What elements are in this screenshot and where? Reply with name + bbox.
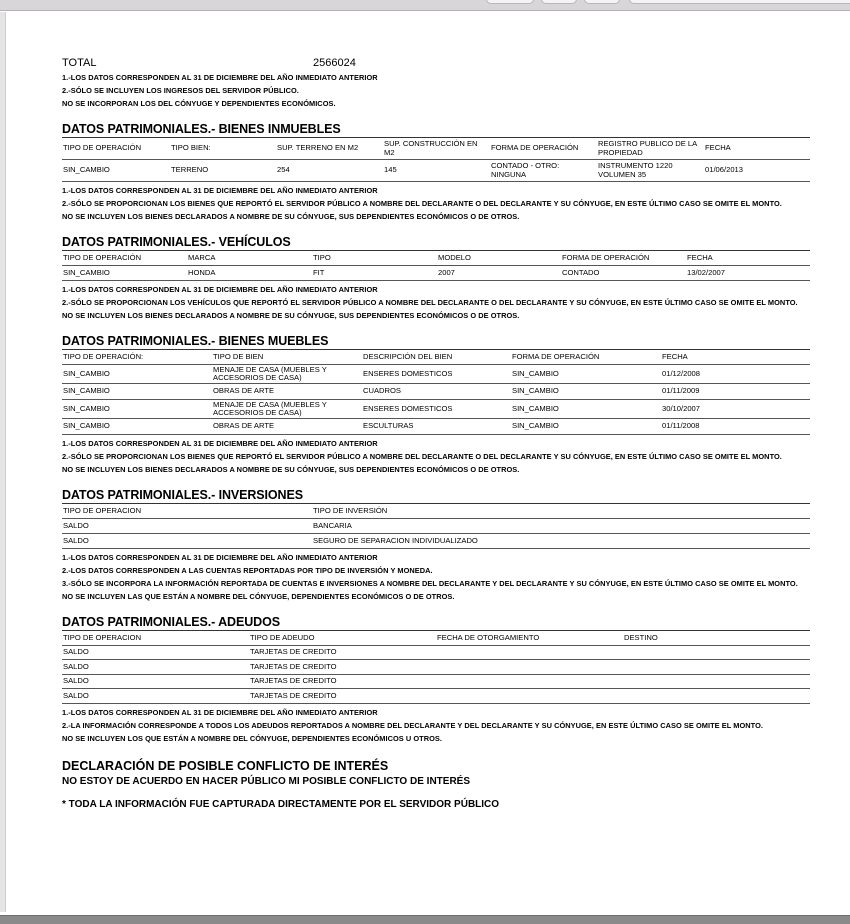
cell: SALDO [63, 661, 89, 671]
cell: SIN_CAMBIO [63, 368, 110, 378]
cell: INSTRUMENTO 1220 VOLUMEN 35 [598, 161, 673, 179]
table-header-row [62, 251, 810, 266]
table-row [62, 419, 810, 435]
column-header: FECHA [687, 252, 713, 262]
column-header: TIPO [313, 252, 331, 262]
column-header: REGISTRO PUBLICO DE LA PROPIEDAD [598, 139, 697, 157]
note: 2.-SÓLO SE INCLUYEN LOS INGRESOS DEL SERVIDOR PÚBLICO. [62, 86, 299, 95]
column-header: FECHA [705, 143, 731, 153]
column-header: MODELO [438, 252, 471, 262]
cell [436, 689, 623, 704]
table-row [62, 674, 810, 689]
cell [623, 660, 810, 675]
note: NO SE INCLUYEN LOS BIENES DECLARADOS A NOMBRE DE SU CÓNYUGE, SUS DEPENDIENTES ECONÓMICOS O DE OTROS. [62, 311, 520, 320]
note: 1.-LOS DATOS CORRESPONDEN AL 31 DE DICIEMBRE DEL AÑO INMEDIATO ANTERIOR [62, 707, 378, 717]
table-header-row [62, 504, 810, 519]
toolbar-button[interactable] [541, 0, 577, 4]
section-title-muebles: DATOS PATRIMONIALES.- BIENES MUEBLES [62, 334, 329, 348]
cell: SIN_CAMBIO [63, 386, 110, 396]
cell: TARJETAS DE CREDITO [250, 661, 337, 671]
cell: SIN_CAMBIO [63, 421, 110, 431]
note: NO SE INCLUYEN LAS QUE ESTÁN A NOMBRE DEL CÓNYUGE, DEPENDIENTES ECONÓMICOS O DE OTROS. [62, 592, 455, 601]
cell [436, 660, 623, 675]
note: NO SE INCORPORAN LOS DEL CÓNYUGE Y DEPENDIENTES ECONÓMICOS. [62, 99, 336, 108]
cell [436, 674, 623, 689]
cell [623, 674, 810, 689]
cell: SALDO [63, 676, 89, 685]
cell: MENAJE DE CASA (MUEBLES Y ACCESORIOS DE CASA) [213, 364, 327, 382]
column-header: DESTINO [624, 632, 658, 642]
cell: BANCARIA [313, 520, 352, 530]
note: 1.-LOS DATOS CORRESPONDEN AL 31 DE DICIEMBRE DEL AÑO INMEDIATO ANTERIOR [62, 439, 378, 448]
column-header: TIPO DE INVERSIÓN [313, 505, 388, 515]
cell: TERRENO [171, 165, 209, 175]
cell: OBRAS DE ARTE [213, 421, 275, 431]
table-row [62, 266, 810, 281]
column-header: FORMA DE OPERACIÓN [562, 252, 650, 262]
cell: TARJETAS DE CREDITO [250, 647, 337, 656]
cell: SIN_CAMBIO [512, 386, 559, 396]
column-header: TIPO DE OPERACION [63, 505, 142, 515]
cell: SALDO [63, 647, 89, 656]
table-vehiculos [62, 250, 810, 281]
cell: FIT [313, 267, 325, 277]
table-row [62, 384, 810, 400]
document-page [62, 57, 810, 810]
note: 1.-LOS DATOS CORRESPONDEN AL 31 DE DICIEMBRE DEL AÑO INMEDIATO ANTERIOR [62, 553, 378, 562]
table-row [62, 645, 810, 660]
table-header-row [62, 138, 810, 160]
column-header: TIPO DE OPERACIÓN [63, 143, 142, 153]
note: NO SE INCLUYEN LOS QUE ESTÁN A NOMBRE DEL CÓNYUGE, DEPENDIENTES ECONÓMICOS U OTROS. [62, 733, 443, 743]
table-row [62, 689, 810, 704]
cell: 145 [384, 165, 397, 175]
cell: CONTADO - OTRO: NINGUNA [491, 161, 560, 179]
cell: SIN_CAMBIO [512, 368, 559, 378]
cell: ENSERES DOMESTICOS [363, 403, 453, 413]
column-header: FECHA [662, 351, 688, 361]
cell: SALDO [63, 690, 89, 700]
table-muebles [62, 349, 810, 435]
toolbar-button[interactable] [584, 0, 620, 4]
table-row [62, 400, 810, 419]
column-header: MARCA [188, 252, 216, 262]
column-header: TIPO DE OPERACIÓN [63, 252, 142, 262]
cell: ENSERES DOMESTICOS [363, 368, 453, 378]
table-header-row [62, 631, 810, 646]
note: 2.-LOS DATOS CORRESPONDEN A LAS CUENTAS REPORTADAS POR TIPO DE INVERSIÓN Y MONEDA. [62, 566, 433, 575]
cell: SALDO [63, 535, 89, 545]
column-header: TIPO DE OPERACION [63, 632, 142, 642]
table-adeudos [62, 630, 810, 704]
cell: SIN_CAMBIO [512, 421, 559, 431]
total-label: TOTAL [62, 57, 97, 69]
cell: SEGURO DE SEPARACION INDIVIDUALIZADO [313, 535, 478, 545]
column-header: TIPO DE BIEN [213, 351, 264, 361]
cell: OBRAS DE ARTE [213, 386, 275, 396]
column-header: DESCRIPCIÓN DEL BIEN [363, 351, 453, 361]
column-header: SUP. CONSTRUCCIÓN EN M2 [384, 139, 478, 157]
column-header: FORMA DE OPERACIÓN [491, 143, 579, 153]
total-value: 2566024 [313, 57, 356, 69]
viewer-bottom-bar [0, 915, 850, 924]
column-header: FECHA DE OTORGAMIENTO [437, 632, 540, 642]
cell: 01/06/2013 [705, 165, 744, 175]
cell: 254 [277, 165, 290, 175]
table-row [62, 660, 810, 675]
cell: HONDA [188, 267, 216, 277]
section-title-inmuebles: DATOS PATRIMONIALES.- BIENES INMUEBLES [62, 122, 341, 136]
toolbar-button-segmented[interactable] [486, 0, 534, 4]
table-row [62, 365, 810, 384]
section-title-inversiones: DATOS PATRIMONIALES.- INVERSIONES [62, 488, 303, 502]
note: 1.-LOS DATOS CORRESPONDEN AL 31 DE DICIEMBRE DEL AÑO INMEDIATO ANTERIOR [62, 285, 378, 294]
section-title-adeudos: DATOS PATRIMONIALES.- ADEUDOS [62, 615, 280, 629]
cell: MENAJE DE CASA (MUEBLES Y ACCESORIOS DE CASA) [213, 399, 327, 417]
cell: SIN_CAMBIO [512, 403, 559, 413]
cell: 13/02/2007 [687, 267, 726, 277]
cell: CUADROS [363, 386, 401, 396]
table-inmuebles [62, 137, 810, 182]
column-header: FORMA DE OPERACIÓN [512, 351, 600, 361]
note: 2.-SÓLO SE PROPORCIONAN LOS VEHÍCULOS QUE REPORTÓ EL SERVIDOR PÚBLICO A NOMBRE DEL DECLARANTE O DEL DECLARANTE Y SU CÓNYUGE, EN ESTE ÚLTIMO CASO SE OMITE EL MONTO. [62, 298, 798, 307]
toolbar-search-field[interactable] [629, 0, 850, 4]
column-header: TIPO DE ADEUDO [250, 632, 315, 642]
cell: 01/11/2009 [662, 386, 700, 396]
note: NO SE INCLUYEN LOS BIENES DECLARADOS A NOMBRE DE SU CÓNYUGE, SUS DEPENDIENTES ECONÓMICOS O DE OTROS. [62, 465, 520, 474]
cell: ESCULTURAS [363, 421, 414, 431]
cell: SIN_CAMBIO [63, 267, 110, 277]
income-total [62, 57, 810, 71]
note: 1.-LOS DATOS CORRESPONDEN AL 31 DE DICIEMBRE DEL AÑO INMEDIATO ANTERIOR [62, 186, 378, 195]
cell: SIN_CAMBIO [63, 165, 110, 175]
note: 2.-SÓLO SE PROPORCIONAN LOS BIENES QUE REPORTÓ EL SERVIDOR PÚBLICO A NOMBRE DEL DECLARANTE O DEL DECLARANTE Y SU CÓNYUGE, EN ESTE ÚLTIMO CASO SE OMITE EL MONTO. [62, 199, 782, 208]
column-header: SUP. TERRENO EN M2 [277, 143, 359, 153]
cell: SIN_CAMBIO [63, 403, 110, 413]
cell: TARJETAS DE CREDITO [250, 676, 337, 685]
table-row [62, 160, 810, 182]
cell: 01/12/2008 [662, 368, 701, 378]
cell [436, 645, 623, 660]
footer-disclaimer: * TODA LA INFORMACIÓN FUE CAPTURADA DIRECTAMENTE POR EL SERVIDOR PÚBLICO [62, 798, 500, 810]
viewer-toolbar [0, 0, 850, 11]
cell [623, 689, 810, 704]
cell: TARJETAS DE CREDITO [250, 690, 337, 700]
cell: SALDO [63, 520, 89, 530]
cell: 30/10/2007 [662, 403, 701, 413]
cell: 01/11/2008 [662, 421, 700, 431]
cell [623, 645, 810, 660]
note: 1.-LOS DATOS CORRESPONDEN AL 31 DE DICIEMBRE DEL AÑO INMEDIATO ANTERIOR [62, 73, 378, 82]
note: 2.-SÓLO SE PROPORCIONAN LOS BIENES QUE REPORTÓ EL SERVIDOR PÚBLICO A NOMBRE DEL DECLARANTE O DEL DECLARANTE Y SU CÓNYUGE, EN ESTE ÚLTIMO CASO SE OMITE EL MONTO. [62, 452, 782, 461]
section-title-vehiculos: DATOS PATRIMONIALES.- VEHÍCULOS [62, 235, 291, 249]
table-inversiones [62, 503, 810, 549]
table-row [62, 519, 810, 534]
column-header: TIPO DE OPERACIÓN: [63, 351, 144, 361]
conflict-statement: NO ESTOY DE ACUERDO EN HACER PÚBLICO MI POSIBLE CONFLICTO DE INTERÉS [62, 775, 471, 787]
table-header-row [62, 350, 810, 365]
sidebar-edge [0, 12, 6, 912]
note: NO SE INCLUYEN LOS BIENES DECLARADOS A NOMBRE DE SU CÓNYUGE, SUS DEPENDIENTES ECONÓMICOS O DE OTROS. [62, 212, 520, 221]
cell: 2007 [438, 267, 455, 277]
note: 3.-SÓLO SE INCORPORA LA INFORMACIÓN REPORTADA DE CUENTAS E INVERSIONES A NOMBRE DEL DECLARANTE Y DEL DECLARANTE Y SU CÓNYUGE, EN ESTE ÚLTIMO CASO SE OMITE EL MONTO. [62, 579, 798, 588]
section-title-conflicto: DECLARACIÓN DE POSIBLE CONFLICTO DE INTERÉS [62, 758, 389, 773]
cell: CONTADO [562, 267, 600, 277]
table-row [62, 534, 810, 549]
note: 2.-LA INFORMACIÓN CORRESPONDE A TODOS LOS ADEUDOS REPORTADOS A NOMBRE DEL DECLARANTE Y DEL DECLARANTE Y SU CÓNYUGE, EN ESTE ÚLTIMO CASO SE OMITE EL MONTO. [62, 720, 763, 730]
column-header: TIPO BIEN: [171, 143, 211, 153]
